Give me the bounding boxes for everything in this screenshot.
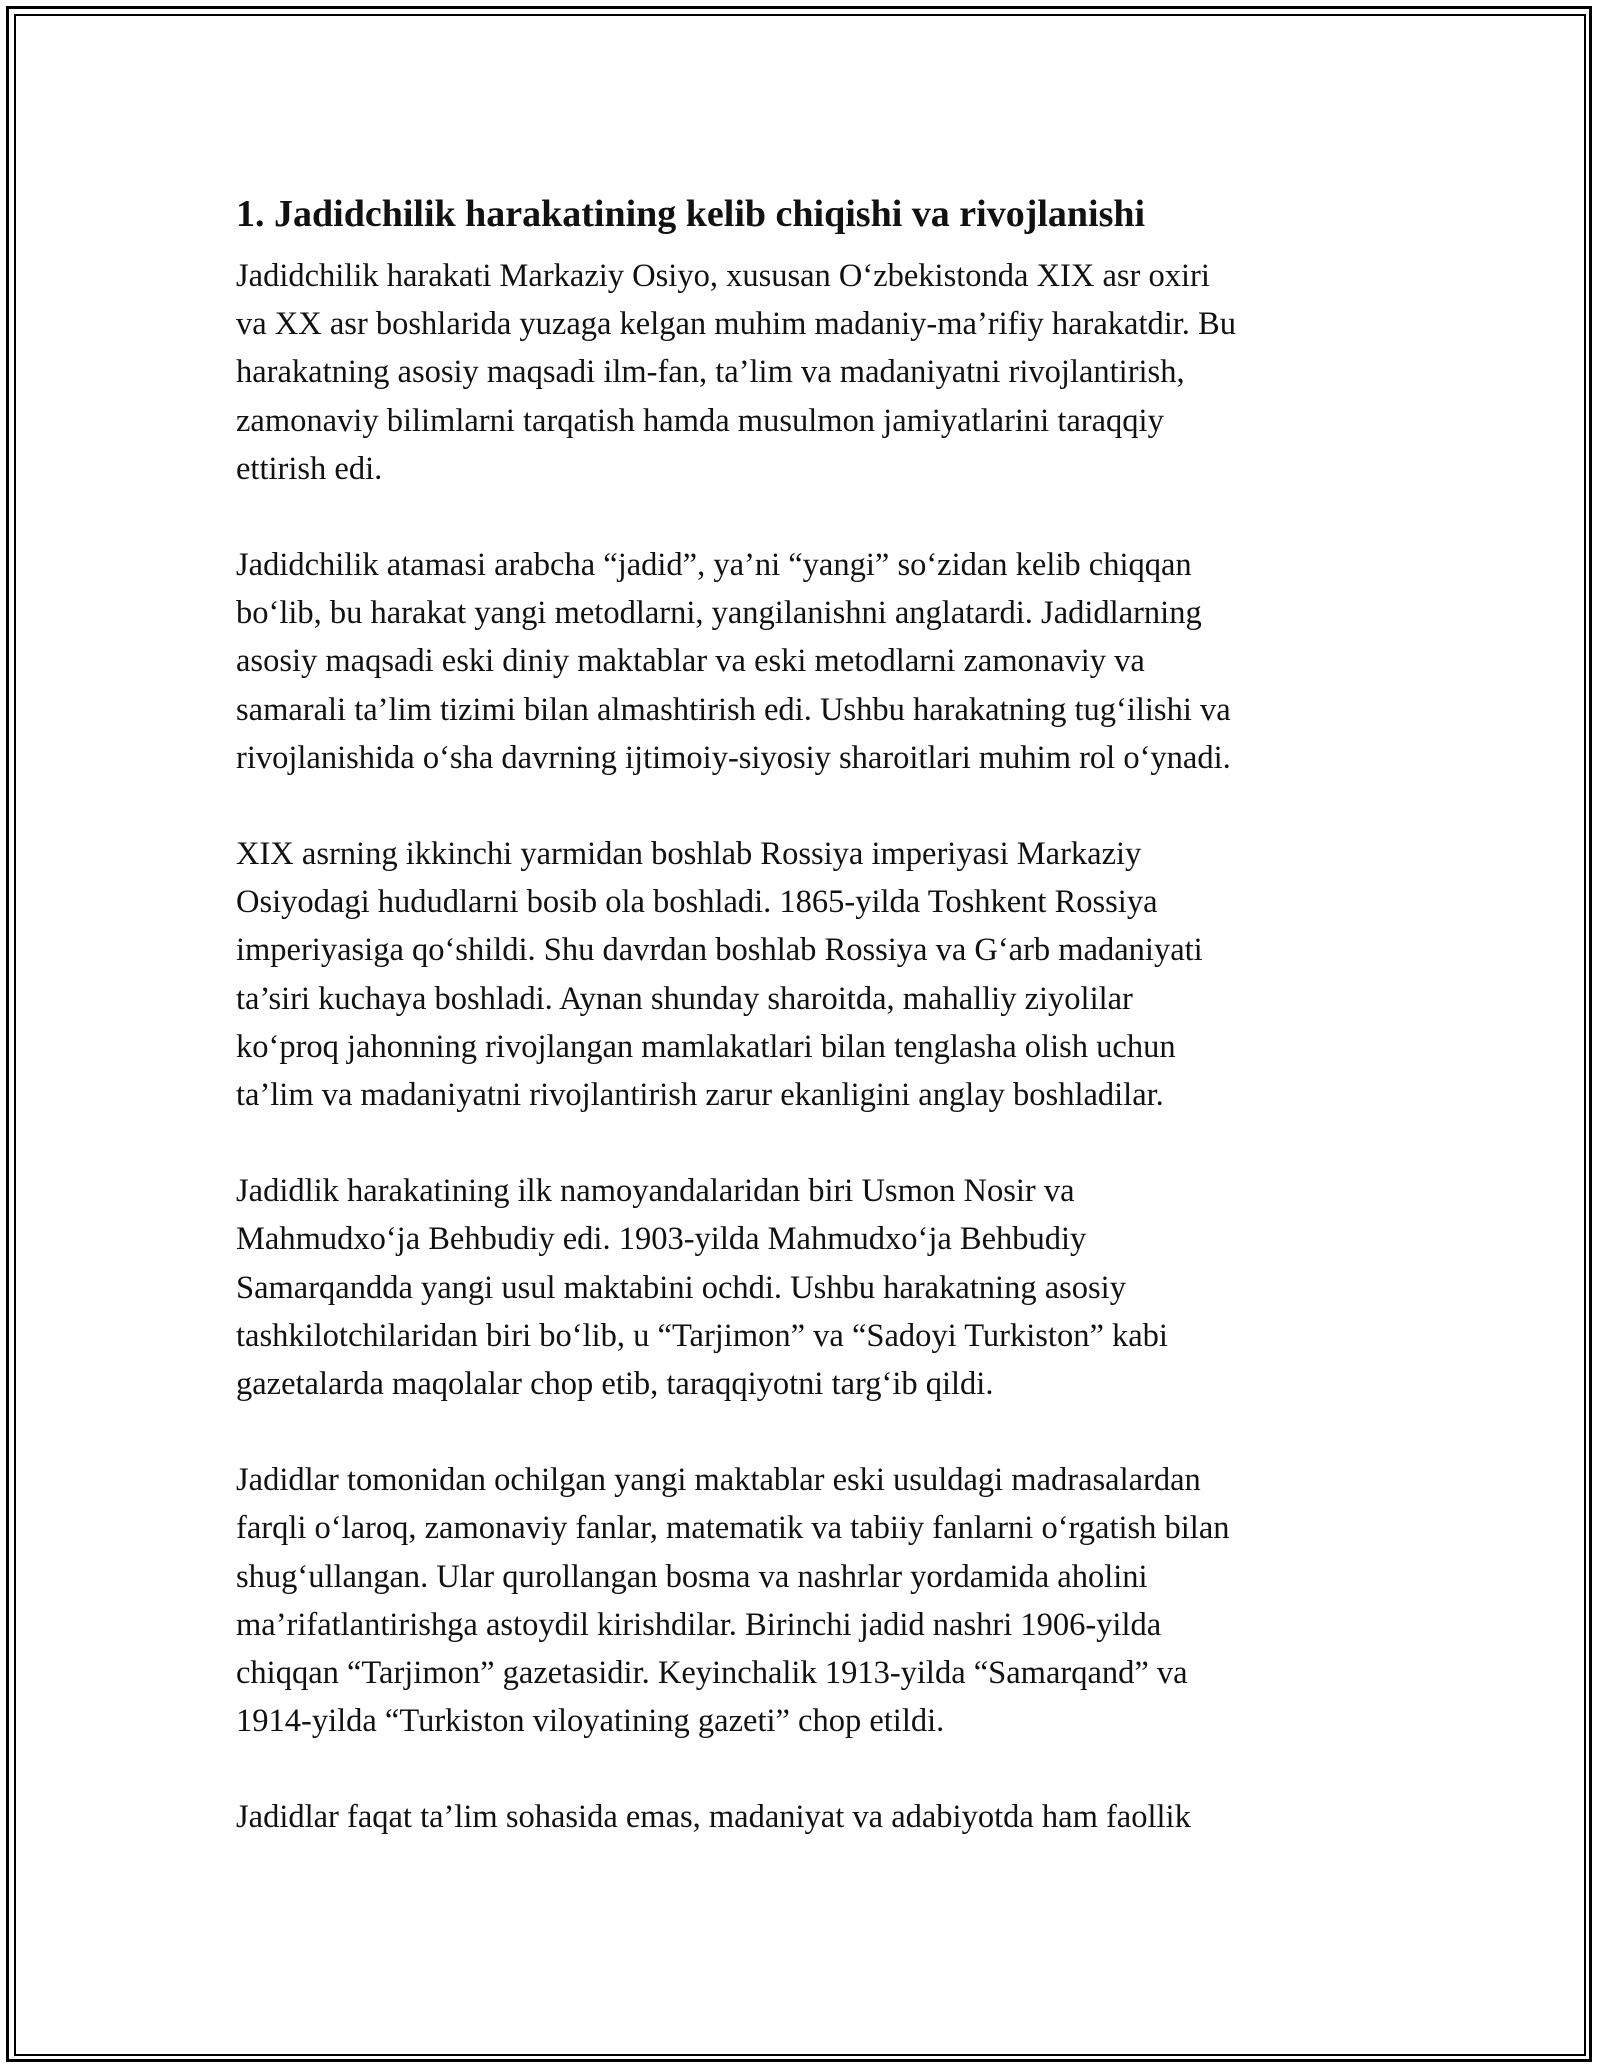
section-heading: 1. Jadidchilik harakatining kelib chiqishi va rivojlanishi <box>236 193 1146 235</box>
text-line: tashkilotchilaridan biri bo‘lib, u “Tarjimon” va “Sadoyi Turkiston” kabi <box>236 1317 1168 1354</box>
document-page <box>236 184 1416 1890</box>
text-line: bo‘lib, bu harakat yangi metodlarni, yangilanishni anglatardi. Jadidlarning <box>236 595 1202 632</box>
text-line: ettirish edi. <box>236 450 383 487</box>
text-line: gazetalarda maqolalar chop etib, taraqqiyotni targ‘ib qildi. <box>236 1366 994 1403</box>
text-line: Mahmudxo‘ja Behbudiy edi. 1903-yilda Mahmudxo‘ja Behbudiy <box>236 1221 1087 1258</box>
text-line: asosiy maqsadi eski diniy maktablar va eski metodlarni zamonaviy va <box>236 643 1145 680</box>
text-line: Jadidlar tomonidan ochilgan yangi maktablar eski usuldagi madrasalardan <box>236 1462 1201 1499</box>
text-line: va XX asr boshlarida yuzaga kelgan muhim madaniy-ma’rifiy harakatdir. Bu <box>236 306 1236 343</box>
text-line: samarali ta’lim tizimi bilan almashtirish edi. Ushbu harakatning tug‘ilishi va <box>236 691 1231 728</box>
text-line: Jadidlar faqat ta’lim sohasida emas, madaniyat va adabiyotda ham faollik <box>236 1799 1191 1836</box>
text-line: shug‘ullangan. Ular qurollangan bosma va nashrlar yordamida aholini <box>236 1558 1148 1595</box>
text-line: ma’rifatlantirishga astoydil kirishdilar. Birinchi jadid nashri 1906-yilda <box>236 1606 1162 1643</box>
text-line: rivojlanishida o‘sha davrning ijtimoiy-siyosiy sharoitlari muhim rol o‘ynadi. <box>236 739 1231 776</box>
paragraph-3 <box>236 830 1416 1119</box>
text-line: Jadidlik harakatining ilk namoyandalaridan biri Usmon Nosir va <box>236 1173 1075 1210</box>
text-line: chiqqan “Tarjimon” gazetasidir. Keyinchalik 1913-yilda “Samarqand” va <box>236 1655 1188 1692</box>
text-line: zamonaviy bilimlarni tarqatish hamda musulmon jamiyatlarini taraqqiy <box>236 402 1164 439</box>
text-line: ta’lim va madaniyatni rivojlantirish zarur ekanligini anglay boshladilar. <box>236 1077 1164 1114</box>
text-line: ko‘proq jahonning rivojlangan mamlakatlari bilan tenglasha olish uchun <box>236 1028 1176 1065</box>
paragraph-6 <box>236 1793 1416 1841</box>
text-line: harakatning asosiy maqsadi ilm-fan, ta’lim va madaniyatni rivojlantirish, <box>236 354 1185 391</box>
text-line: Osiyodagi hududlarni bosib ola boshladi. 1865-yilda Toshkent Rossiya <box>236 884 1158 921</box>
text-line: Samarqandda yangi usul maktabini ochdi. Ushbu harakatning asosiy <box>236 1269 1126 1306</box>
paragraph-1 <box>236 252 1416 493</box>
text-line: Jadidchilik harakati Markaziy Osiyo, xususan O‘zbekistonda XIX asr oxiri <box>236 258 1210 294</box>
paragraph-4 <box>236 1167 1416 1408</box>
paragraph-2 <box>236 541 1416 782</box>
text-line: farqli o‘laroq, zamonaviy fanlar, matematik va tabiiy fanlarni o‘rgatish bilan <box>236 1510 1230 1547</box>
text-line: imperiyasiga qo‘shildi. Shu davrdan boshlab Rossiya va G‘arb madaniyati <box>236 932 1203 969</box>
text-line: XIX asrning ikkinchi yarmidan boshlab Rossiya imperiyasi Markaziy <box>236 836 1142 873</box>
text-line: Jadidchilik atamasi arabcha “jadid”, ya’ni “yangi” so‘zidan kelib chiqqan <box>236 547 1192 584</box>
paragraph-5 <box>236 1456 1416 1745</box>
text-line: ta’siri kuchaya boshladi. Aynan shunday sharoitda, mahalliy ziyolilar <box>236 980 1133 1017</box>
text-line: 1914-yilda “Turkiston viloyatining gazeti” chop etildi. <box>236 1703 945 1740</box>
